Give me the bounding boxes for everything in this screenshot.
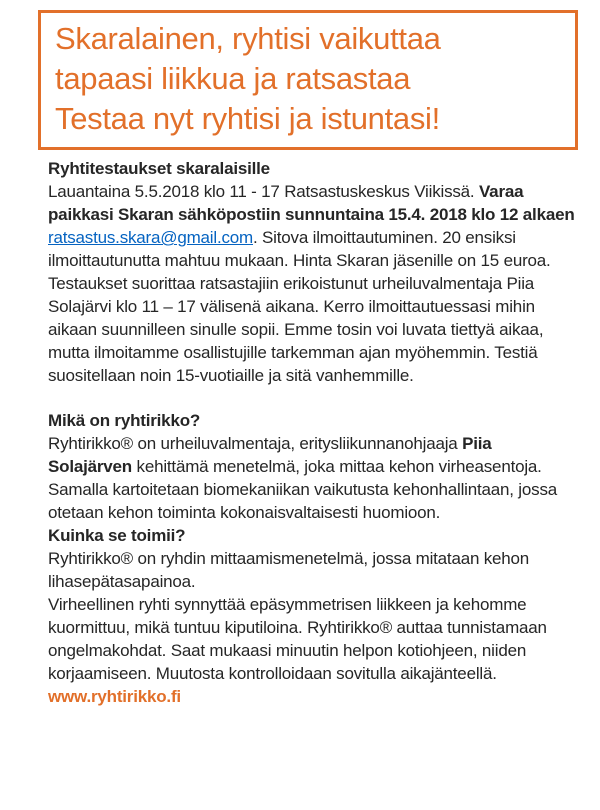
intro-text-normal-1: Lauantaina 5.5.2018 klo 11 - 17 Ratsastuskeskus Viikissä. (48, 182, 479, 201)
section-what-text-2: kehittämä menetelmä, joka mittaa kehon virheasentoja. Samalla kartoitetaan biomekaniikan vaikutusta kehonhallintaan, jossa otetaan kehon toiminta kokonaisvaltaisesti huomioon. (48, 457, 557, 522)
email-link[interactable]: ratsastus.skara@gmail.com (48, 228, 253, 247)
section-what-text-1: Ryhtirikko® on urheiluvalmentaja, eritysliikunnanohjaaja (48, 434, 463, 453)
section-what-paragraph (48, 432, 576, 524)
section-how-paragraph-1: Ryhtirikko® on ryhdin mittaamismenetelmä, jossa mitataan kehon lihasepätasapainoa. (48, 549, 530, 591)
headline-line-3: Testaa nyt ryhtisi ja istuntasi! (55, 101, 440, 136)
intro-title: Ryhtitestaukset skaralaisille (48, 159, 270, 178)
section-how-paragraph-2: Virheellinen ryhti synnyttää epäsymmetrisen liikkeen ja kehomme kuormittuu, mikä tuntuu kiputiloina. Ryhtirikko® auttaa tunnistamaan ongelmakohdat. Saat mukaasi minuutin helpon kotiohjeen, niiden korjaamiseen. Muutosta kontrolloidaan sovitulla aikajänteellä. (48, 595, 547, 683)
intro-text-normal-2: . Sitova ilmoittautuminen. 20 ensiksi ilmoittautunutta mahtuu mukaan. Hinta Skaran jäsenille on 15 euroa. Testaukset suorittaa ratsastajiin erikoistunut urheiluvalmentaja Piia Solajärvi klo 11 – 17 välisenä aikana. Kerro ilmoittautuessasi mihin aikaan suunnilleen sinulle sopii. Emme tosin voi luvata tiettyä aikaa, mutta ilmoitamme osallistujille tarkemman ajan myöhemmin. Testiä suositellaan noin 15-vuotiaille ja sitä vanhemmille. (48, 228, 551, 385)
body-content (48, 157, 576, 708)
website-link[interactable]: www.ryhtirikko.fi (48, 687, 181, 706)
intro-text-bold-1: Varaa paikkasi Skaran sähköpostiin sunnuntaina 15.4. 2018 klo 12 alkaen (48, 182, 575, 224)
headline-line-2: tapaasi liikkua ja ratsastaa (55, 61, 411, 96)
headline-box (38, 10, 578, 150)
flyer-page (0, 10, 600, 810)
headline-line-1: Skaralainen, ryhtisi vaikuttaa (55, 21, 441, 56)
section-heading-what-is-ryhtirikko: Mikä on ryhtirikko? (48, 411, 201, 430)
section-what-bold-name: Piia Solajärven (48, 434, 492, 476)
section-heading-how-it-works: Kuinka se toimii? (48, 526, 186, 545)
intro-paragraph (48, 157, 576, 387)
